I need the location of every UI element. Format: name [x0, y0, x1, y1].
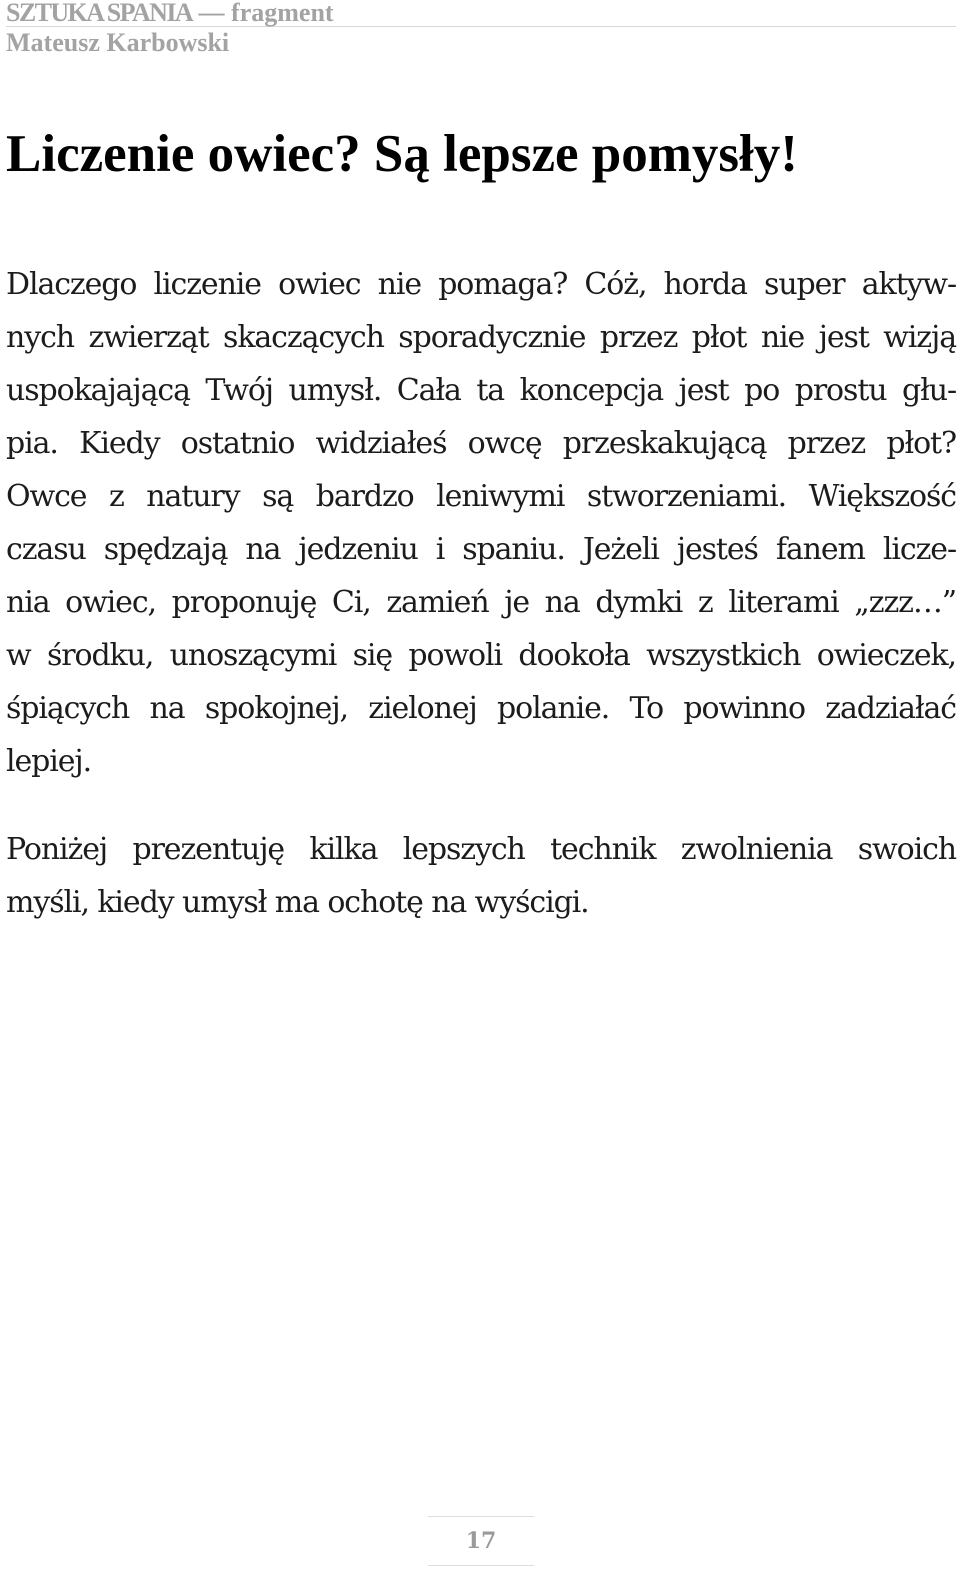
paragraph-2: [6, 823, 956, 929]
page-header: [6, 0, 956, 59]
author-name: Mateusz Karbowski: [6, 28, 230, 57]
chapter-title: Liczenie owiec? Są lepsze pomysły!: [6, 125, 798, 183]
paragraph-line: nia owiec, proponuję Ci, zamień je na dymki z literami „zzz…”: [6, 585, 956, 620]
paragraph-line: śpiących na spokojnej, zielonej polanie. To powinno zadziałać: [6, 691, 956, 726]
paragraph-line: Owce z natury są bardzo leniwymi stworzeniami. Większość: [6, 479, 956, 514]
header-separator: —: [198, 0, 225, 27]
paragraph-line: czasu spędzają na jedzeniu i spaniu. Jeżeli jesteś fanem licze-: [6, 532, 956, 567]
paragraph-line: Poniżej prezentuję kilka lepszych technik zwolnienia swoich: [6, 832, 956, 867]
header-book-line: [6, 0, 956, 27]
paragraph-line: nych zwierząt skaczących sporadycznie przez płot nie jest wizją: [6, 320, 956, 355]
header-fragment-label: fragment: [231, 0, 334, 27]
paragraph-line: w środku, unoszącymi się powoli dookoła wszystkich owieczek,: [6, 638, 956, 673]
page-number: 17: [428, 1516, 534, 1566]
paragraph-line: myśli, kiedy umysł ma ochotę na wyścigi.: [6, 885, 589, 920]
paragraph-line: uspokajającą Twój umysł. Cała ta koncepcja jest po prostu głu-: [6, 373, 956, 408]
paragraph-line: lepiej.: [6, 744, 92, 779]
paragraph-1: [6, 258, 956, 788]
paragraph-line: Dlaczego liczenie owiec nie pomaga? Cóż, horda super aktyw-: [6, 267, 956, 302]
paragraph-line: pia. Kiedy ostatnio widziałeś owcę przeskakującą przez płot?: [6, 426, 956, 461]
book-title: SZTUKA SPANIA: [6, 0, 193, 27]
